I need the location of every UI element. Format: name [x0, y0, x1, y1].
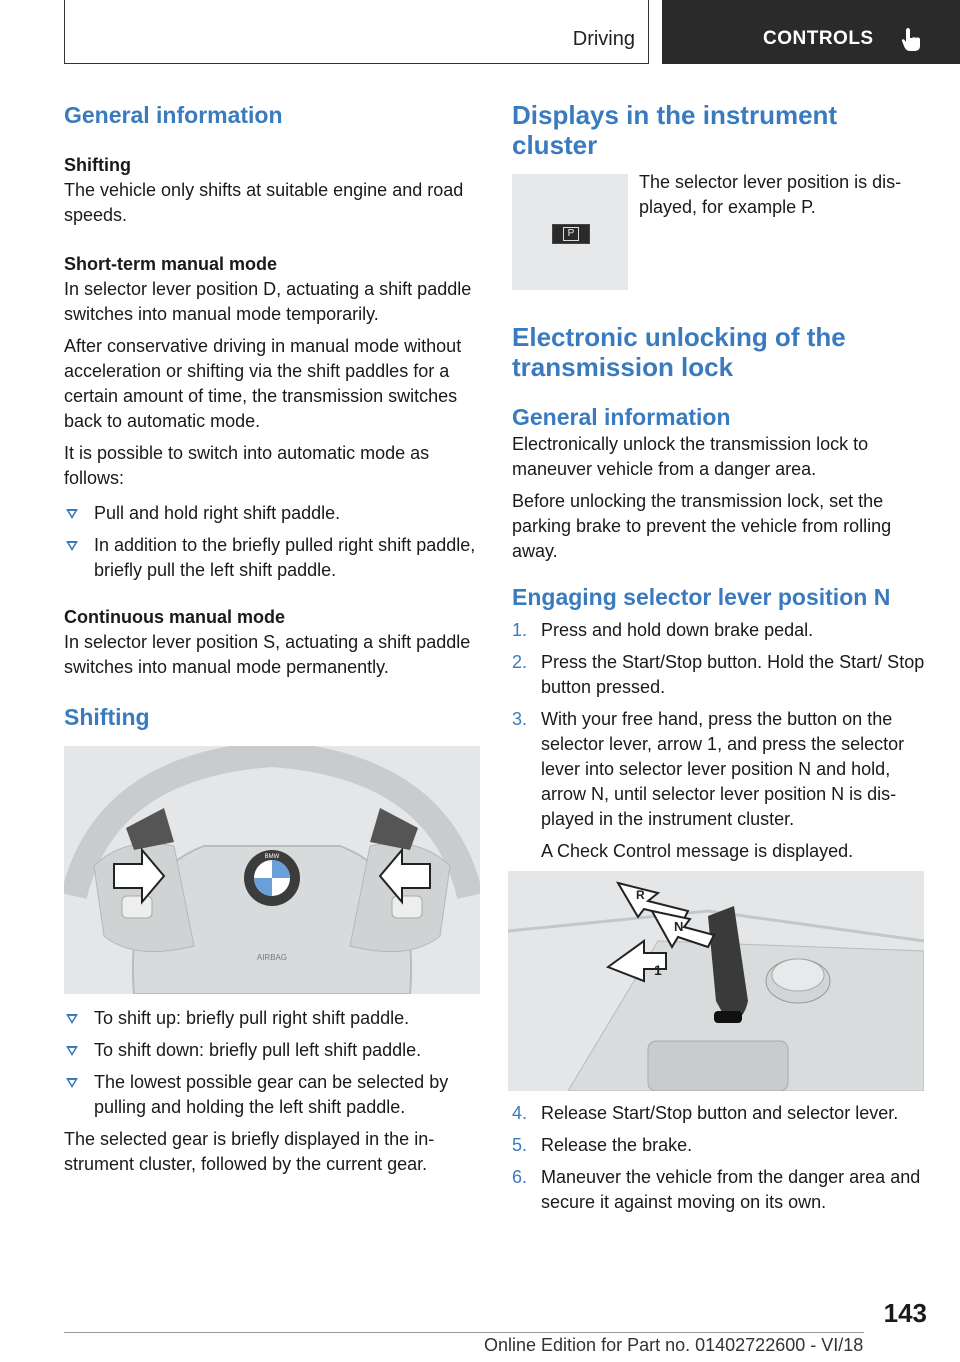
- steps-list-a: [512, 618, 928, 864]
- header-tab-frame: [64, 0, 649, 64]
- heading-electronic-unlocking: Electronic unlocking of the transmission lock: [512, 322, 846, 382]
- left-column: [64, 100, 480, 1177]
- right-column: [512, 100, 928, 1222]
- heading-displays-instrument-cluster: Displays in the instrument cluster: [512, 100, 838, 160]
- subheading-continuous-manual-mode: Continuous manual mode: [64, 607, 286, 627]
- heading-shifting: Shifting: [64, 704, 150, 730]
- heading-engaging-position-n: Engaging selector lever position N: [512, 584, 891, 610]
- paragraph-continuous: In selector lever position S, actuating a shift paddle switches into manual mode permanently.: [64, 632, 471, 677]
- list-item: 1. Press and hold down brake pedal.: [512, 620, 814, 640]
- list-item: 5. Release the brake.: [512, 1135, 693, 1155]
- paragraph-short-term-2: After conservative driving in manual mode without acceleration or shifting via the shift paddles for a certain amount of time, the transmission switches back to automatic mode.: [64, 336, 462, 431]
- list-item: 3. With your free hand, press the button on the selector lever, arrow 1, and press the selector lever into selector lever position N and hold, arrow N, until selector lever position N is displayed in the instrument cluster. A Check Control message is displayed.: [512, 709, 905, 861]
- subheading-shifting: Shifting: [64, 155, 131, 175]
- triangle-bullet-icon: [66, 1014, 78, 1024]
- selector-lever-drawing: [508, 871, 924, 1091]
- bmw-logo-label: BMW: [264, 854, 280, 860]
- paragraph-short-term-1: In selector lever position D, actuating a shift paddle switches into manual mode temporarily.: [64, 279, 472, 324]
- steering-wheel-illustration: [64, 746, 480, 994]
- header-section-title: Driving: [572, 28, 635, 50]
- list-item: The lowest possible gear can be selected by pulling and holding the left shift paddle.: [64, 1070, 480, 1120]
- arrow-r-label: R: [636, 888, 645, 902]
- subheading-short-term-manual-mode: Short-term manual mode: [64, 254, 278, 274]
- paragraph-general-1: Electronically unlock the transmission lock to maneuver vehicle from a danger area.: [512, 434, 869, 479]
- list-item: 6. Maneuver the vehicle from the danger area and secure it against moving on its own.: [512, 1167, 921, 1212]
- triangle-bullet-icon: [66, 1078, 78, 1088]
- arrow-n-label: N: [674, 919, 684, 934]
- arrow-1-label: 1: [654, 962, 662, 978]
- steering-wheel-drawing: [64, 746, 480, 994]
- page-number: 143: [883, 1298, 927, 1328]
- paragraph-shifting-closing: The selected gear is briefly displayed in the instrument cluster, followed by the current gear.: [64, 1129, 435, 1174]
- header-chapter-title: CONTROLS: [763, 28, 874, 49]
- list-item: To shift down: briefly pull left shift paddle.: [64, 1038, 480, 1063]
- shifting-bullet-list: [64, 1006, 480, 1120]
- paragraph-general-2: Before unlocking the transmission lock, set the parking brake to prevent the vehicle from rolling away.: [512, 491, 892, 561]
- paragraph-displays: The selector lever position is displayed, for example P.: [639, 172, 902, 217]
- list-item: 4. Release Start/Stop button and selector lever.: [512, 1103, 899, 1123]
- pointing-hand-icon: [900, 26, 922, 52]
- list-item: In addition to the briefly pulled right shift paddle, briefly pull the left shift paddle.: [64, 533, 480, 583]
- list-item: To shift up: briefly pull right shift paddle.: [64, 1006, 480, 1031]
- airbag-label: AIRBAG: [256, 953, 288, 962]
- short-term-bullet-list: [64, 501, 480, 583]
- footer-edition-text: Online Edition for Part no. 01402722600 - VI/18: [484, 1335, 864, 1355]
- heading-general-information-right: General information: [512, 404, 731, 430]
- triangle-bullet-icon: [66, 509, 78, 519]
- list-item: Pull and hold right shift paddle.: [64, 501, 480, 526]
- paragraph-shifting: The vehicle only shifts at suitable engine and road speeds.: [64, 180, 464, 225]
- footer-divider: [64, 1332, 864, 1333]
- cluster-p-indicator: [552, 224, 590, 244]
- paragraph-short-term-3: It is possible to switch into automatic mode as follows:: [64, 443, 430, 488]
- steps-list-b: [512, 1101, 928, 1215]
- triangle-bullet-icon: [66, 541, 78, 551]
- p-glyph: P: [563, 227, 579, 241]
- list-item: 2. Press the Start/Stop button. Hold the Start/ Stop button pressed.: [512, 652, 925, 697]
- selector-lever-illustration: [508, 871, 924, 1091]
- instrument-cluster-illustration: [512, 174, 628, 290]
- triangle-bullet-icon: [66, 1046, 78, 1056]
- heading-general-information: General information: [64, 102, 283, 128]
